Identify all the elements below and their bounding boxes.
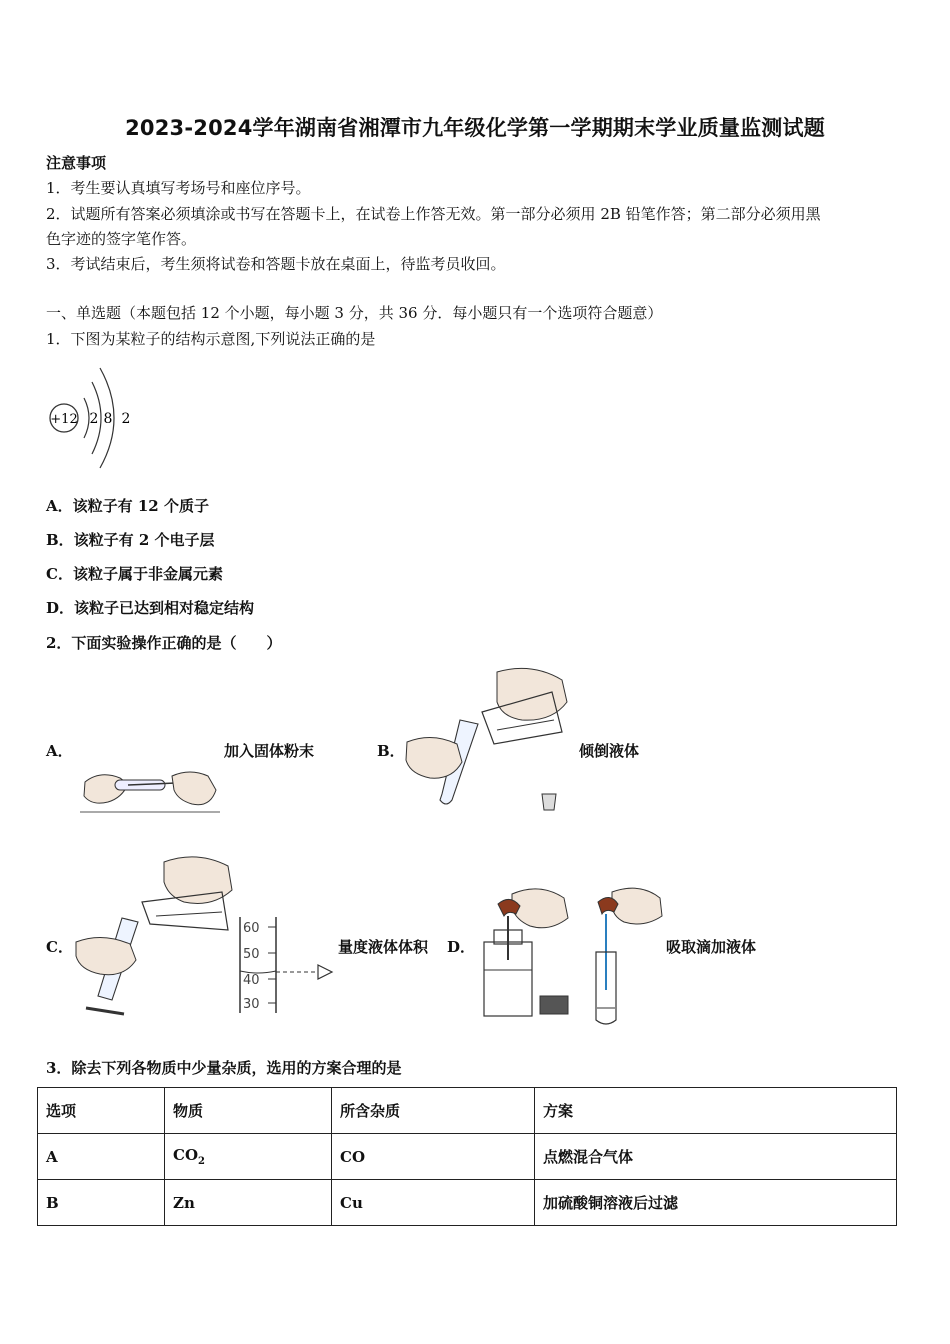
table-cell: Cu (332, 1180, 535, 1226)
option-b: B．该粒子有 2 个电子层 (46, 531, 215, 549)
option-label: B． (377, 742, 405, 760)
table-cell: Zn (165, 1180, 332, 1226)
option-caption: 量度液体体积 (338, 938, 429, 956)
option-label: D． (447, 938, 476, 956)
chemical-formula: CO (173, 1146, 199, 1164)
scale-label: 40 (243, 973, 260, 988)
table-header-row (38, 1088, 897, 1134)
cylinder-scale-illustration (238, 915, 338, 1015)
option-label: C． (46, 938, 73, 956)
notice-heading: 注意事项 (46, 154, 107, 172)
option-d: D．该粒子已达到相对稳定结构 (46, 599, 255, 617)
nucleus-charge: +12 (50, 412, 78, 427)
scale-label: 60 (243, 921, 260, 936)
table-row (38, 1180, 897, 1226)
table-header-cell: 物质 (165, 1088, 332, 1134)
table-header-cell: 所含杂质 (332, 1088, 535, 1134)
option-caption: 吸取滴加液体 (666, 938, 757, 956)
table-row (38, 1134, 897, 1180)
question-stem: 3．除去下列各物质中少量杂质，选用的方案合理的是 (46, 1059, 402, 1077)
notice-item: 1．考生要认真填写考场号和座位序号。 (46, 179, 311, 197)
table-header-cell: 选项 (38, 1088, 165, 1134)
electron-shell-arc (84, 398, 89, 438)
option-a: A．该粒子有 12 个质子 (46, 497, 209, 515)
table-cell: 点燃混合气体 (535, 1134, 897, 1180)
notice-item: 2．试题所有答案必须填涂或书写在答题卡上，在试卷上作答无效。第一部分必须用 2B 铅笔作答；第二部分必须用黑 (46, 205, 821, 223)
shell-electron-count: 2 (121, 411, 131, 427)
question-stem: 2．下面实验操作正确的是（ ） (46, 634, 282, 652)
scale-label: 30 (243, 997, 260, 1012)
pour-liquid-illustration (402, 662, 572, 812)
shell-electron-count: 8 (103, 411, 113, 427)
table-cell: A (38, 1134, 165, 1180)
option-c: C．该粒子属于非金属元素 (46, 565, 223, 583)
table-cell: 加硫酸铜溶液后过滤 (535, 1180, 897, 1226)
add-powder-illustration (80, 762, 220, 817)
section-heading: 一、单选题（本题包括 12 个小题，每小题 3 分，共 36 分．每小题只有一个选项符合题意） (46, 304, 663, 322)
impurity-removal-table (37, 1087, 897, 1226)
table-cell: B (38, 1180, 165, 1226)
table-cell: CO (332, 1134, 535, 1180)
notice-item: 色字迹的签字笔作答。 (46, 230, 197, 248)
atom-structure-diagram (44, 360, 144, 475)
formula-subscript: 2 (198, 1156, 205, 1167)
option-caption: 倾倒液体 (579, 742, 640, 760)
option-label: A． (46, 742, 73, 760)
shell-electron-count: 2 (89, 411, 99, 427)
question-stem: 1．下图为某粒子的结构示意图,下列说法正确的是 (46, 330, 376, 348)
option-caption: 加入固体粉末 (224, 742, 315, 760)
dropper-illustration (480, 880, 665, 1025)
page-title: 2023-2024学年湖南省湘潭市九年级化学第一学期期末学业质量监测试题 (125, 116, 825, 140)
measure-volume-illustration (72, 850, 242, 1020)
table-header-cell: 方案 (535, 1088, 897, 1134)
notice-item: 3．考试结束后，考生须将试卷和答题卡放在桌面上，待监考员收回。 (46, 255, 506, 273)
scale-label: 50 (243, 947, 260, 962)
table-cell (165, 1134, 332, 1180)
